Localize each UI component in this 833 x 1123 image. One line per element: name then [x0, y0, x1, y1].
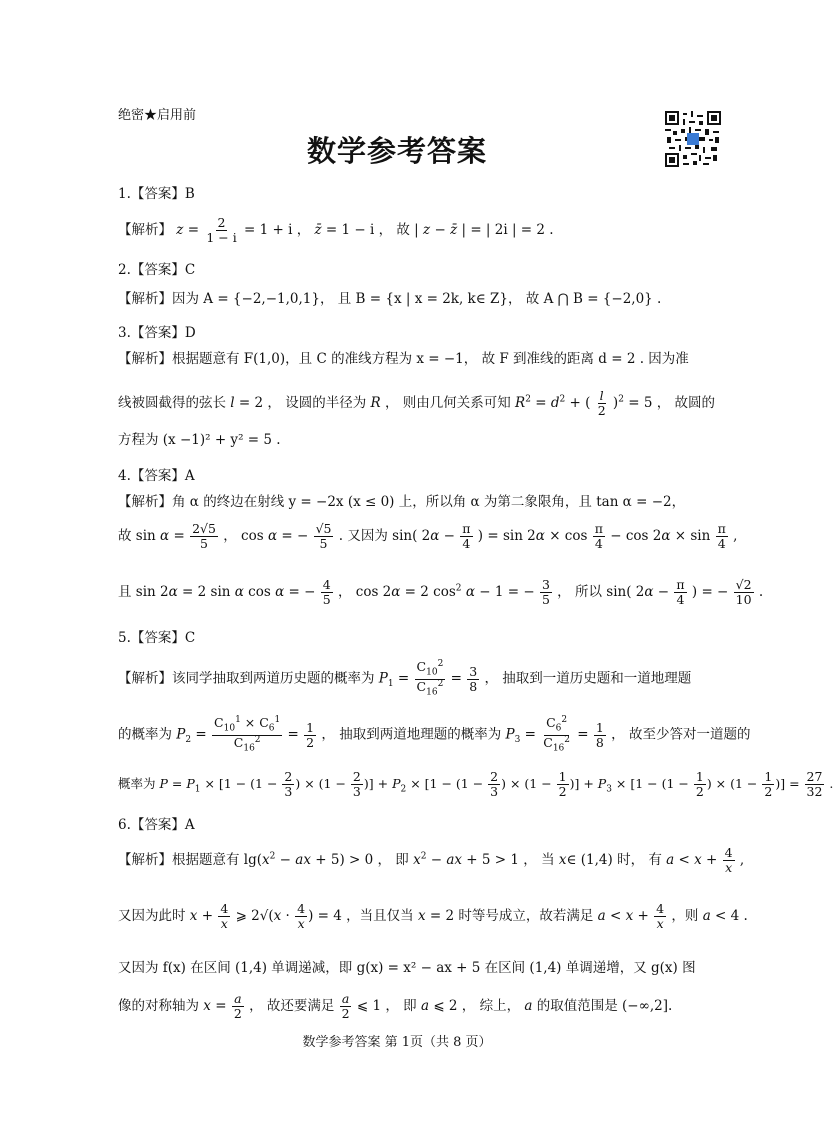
page-title: 数学参考答案 [306, 134, 487, 168]
page-footer: 数学参考答案 第 1页（共 8 页） [302, 1035, 492, 1050]
answer-6: 6.【答案】A [118, 817, 195, 833]
solution-4-line-2: 故 sin α = $\frac{2√5}{5}$ ， cos α = − $\frac{√5}{5}$ . 又因为 sin( 2α − $\frac{\pi}{4}$ ) = sin 2α × cos $\frac{\pi}{4}$ − cos 2α × sin $\frac{\pi}{4}$ , [118, 521, 738, 551]
solution-1: 【解析】 z = $\frac{2}{1 - i}$ = 1 + i ， z̄ = 1 − i ， 故 | z − z̄ | = | 2i | = 2 . [118, 215, 554, 245]
answer-4: 4.【答案】A [118, 468, 195, 484]
solution-4-line-3: 且 sin 2α = 2 sin α cos α = − $\frac{4}{5}$ ， cos 2α = 2 $\cos^2 \alpha - 1$ = − $\frac{3}{5}$ ， 所以 sin( 2α − $\frac{\pi}{4}$ ) = − $\frac{√2}{10}$ . [118, 577, 764, 607]
solution-3-line-1: 【解析】根据题意有 F(1,0)，且 C 的准线方程为 x = −1， 故 F 到准线的距离 d = 2 . 因为准 [118, 351, 689, 367]
solution-6-line-3: 又因为 f(x) 在区间 (1,4) 单调递减，即 g(x) = x² − ax + 5 在区间 (1,4) 单调递增，又 g(x) 图 [118, 960, 696, 976]
solution-5-line-1: 【解析】该同学抽取到两道历史题的概率为 $P_1$ = $\frac{C_{10}^2}{C_{16}^2}$ = $\frac{3}{8}$ ， 抽取到一道历史题和一道地理题 [118, 659, 692, 698]
solution-2: 【解析】因为 A = {−2,−1,0,1}， 且 B = {x | x = 2k, k∈ Z}， 故 A ⋂ B = {−2,0} . [118, 291, 662, 307]
solution-5-line-3: 概率为 $P = P_1 \times [1 - (1$ − $\frac{2}{3}$ ) × (1 − $\frac{2}{3}$ )] + $P_2 \times [1 - (1$ − $\frac{2}{3}$ ) × (1 − $\frac{1}{2}$ )] + $P_3 \times [1 - (1$ − $\frac{1}{2}$ ) × (1 − $\frac{1}{2}$ )] = $\frac{27}{32}$ . [118, 769, 833, 799]
answer-5: 5.【答案】C [118, 630, 196, 646]
solution-6-line-4: 像的对称轴为 x = $\frac{a}{2}$ ， 故还要满足 $\frac{a}{2}$ ⩽ 1 ， 即 a ⩽ 2 ， 综上， a 的取值范围是 (−∞,2]. [118, 991, 673, 1021]
answer-2: 2.【答案】C [118, 262, 196, 278]
solution-6-line-1: 【解析】根据题意有 $\lg(x^2$ − ax + 5) > 0 ， 即 $x^2$ − ax + 5 > 1 ， 当 x∈ (1,4) 时， 有 a < x + $\frac{4}{x}$ , [118, 845, 745, 875]
solution-6-line-2: 又因为此时 x + $\frac{4}{x}$ ⩾ 2√(x · $\frac{4}{x}$ ) = 4 ，当且仅当 x = 2 时等号成立，故若满足 a < x + $\frac{4}{x}$ ，则 a < 4 . [118, 901, 748, 931]
answer-3: 3.【答案】D [118, 325, 196, 341]
secret-label: 绝密★启用前 [118, 108, 197, 123]
answer-1: 1.【答案】B [118, 186, 195, 202]
solution-3-line-3: 方程为 (x −1)² + y² = 5 . [118, 432, 281, 448]
solution-4-line-1: 【解析】角 α 的终边在射线 y = −2x (x ≤ 0) 上，所以角 α 为第二象限角，且 tan α = −2， [118, 494, 686, 510]
solution-3-line-2: 线被圆截得的弦长 l = 2 ， 设圆的半径为 R ， 则由几何关系可知 $R^2 = d^2$ + ( $\frac{l}{2}$ )$^2$ = 5 ， 故圆的 [118, 388, 716, 418]
solution-5-line-2: 的概率为 $P_2$ = $\frac{C_{10}^1 \times C_6^1}{C_{16}^2}$ = $\frac{1}{2}$ ， 抽取到两道地理题的概率为 $P_3$ = $\frac{C_6^2}{C_{16}^2}$ = $\frac{1}{8}$ ， 故至少答对一道题的 [118, 715, 751, 754]
qr-code-icon[interactable] [665, 111, 721, 167]
